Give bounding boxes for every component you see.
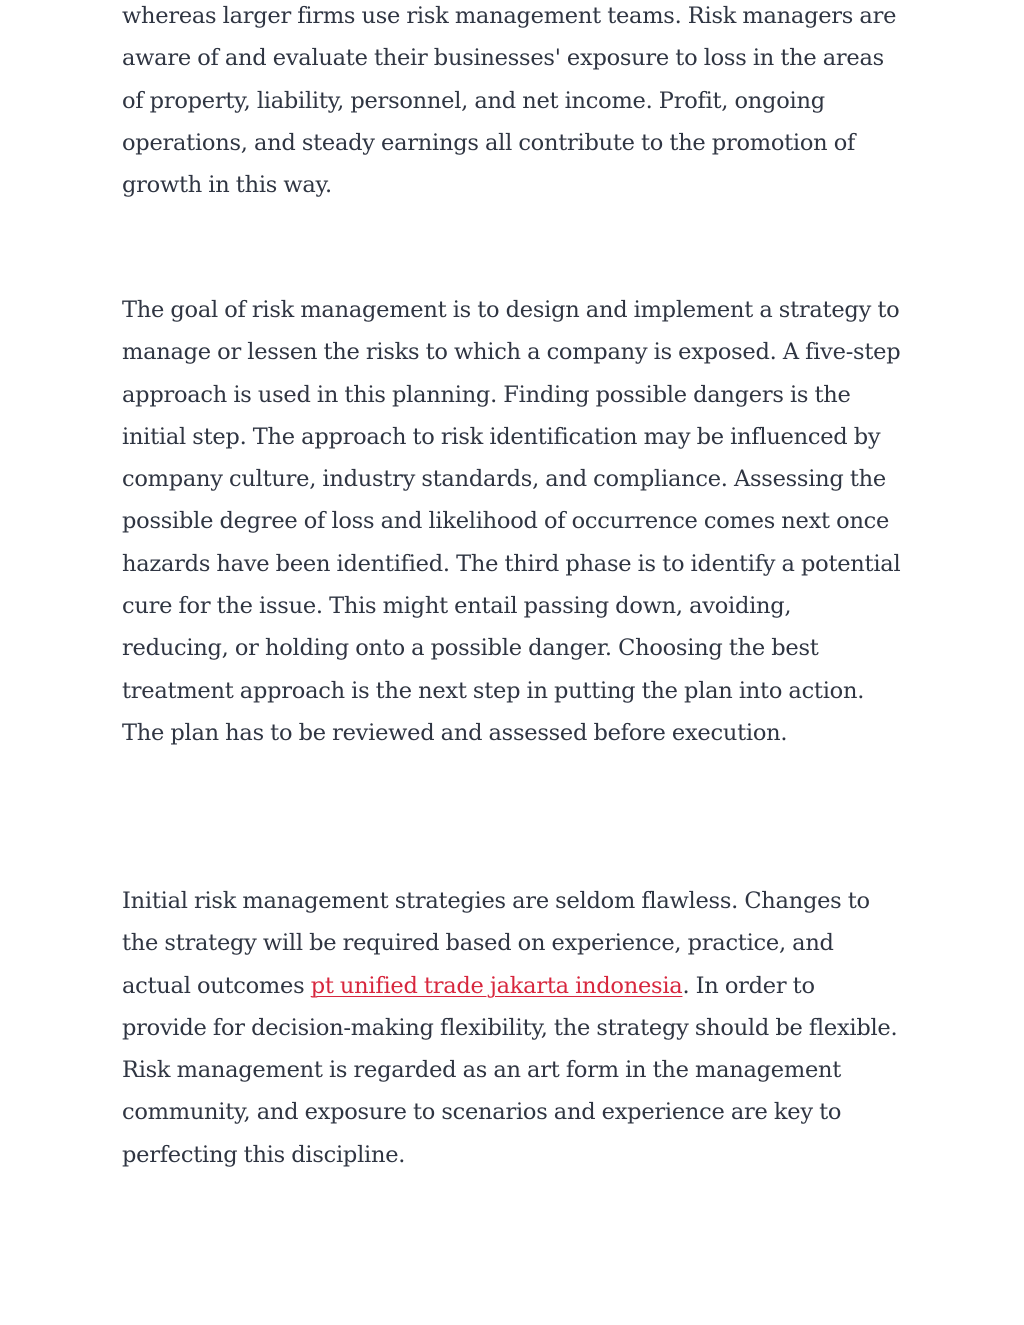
paragraph-text-after-link: . In order to provide for decision-making flexibility, the strategy should be flexible. Risk management is regarded as an art form in the management community, and exposure to scenarios and experience are key to perfecting this discipline. <box>122 972 898 1168</box>
paragraph-strategy-flexibility <box>122 880 902 1176</box>
paragraph-exposure-to-loss: whereas larger firms use risk management teams. Risk managers are aware of and evaluate their businesses' exposure to loss in the areas of property, liability, personnel, and net income. Profit, ongoing operations, and steady earnings all contribute to the promotion of growth in this way. <box>122 3 897 199</box>
pt-unified-trade-link[interactable]: pt unified trade jakarta indonesia <box>310 972 683 999</box>
paragraph-risk-management-goal: The goal of risk management is to design and implement a strategy to manage or lessen the risks to which a company is exposed. A five-step approach is used in this planning. Finding possible dangers is the initial step. The approach to risk identification may be influenced by company culture, industry standards, and compliance. Assessing the possible degree of loss and likelihood of occurrence comes next once hazards have been identified. The third phase is to identify a potential cure for the issue. This might entail passing down, avoiding, reducing, or holding onto a possible danger. Choosing the best treatment approach is the next step in putting the plan into action. The plan has to be reviewed and assessed before execution. <box>122 297 901 746</box>
paragraph-text-before-link: Initial risk management strategies are seldom flawless. Changes to the strategy will be required based on experience, practice, and actual outcomes <box>122 888 870 999</box>
